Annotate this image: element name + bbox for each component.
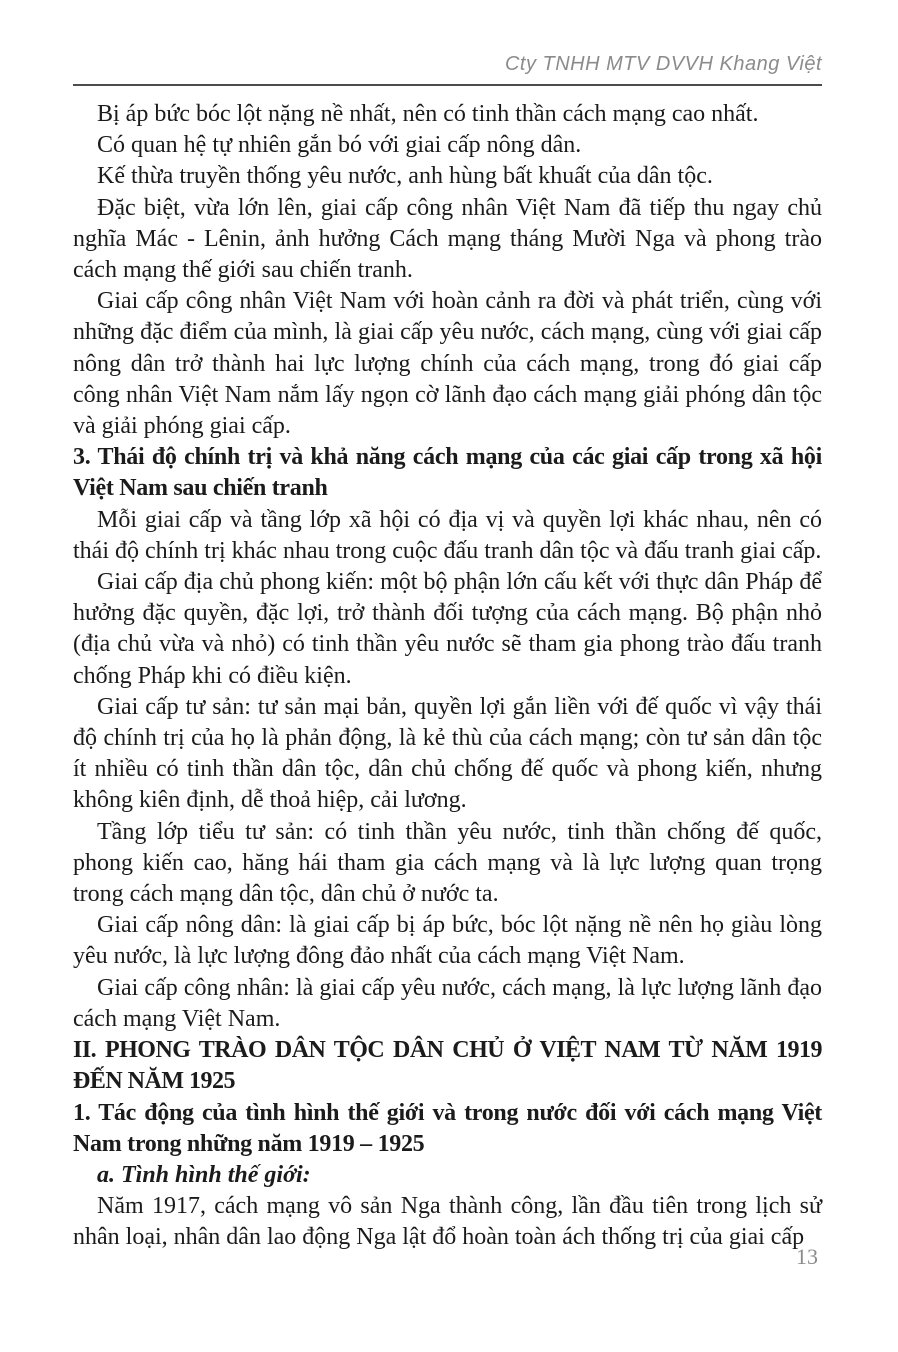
paragraph: Đặc biệt, vừa lớn lên, giai cấp công nhân Việt Nam đã tiếp thu ngay chủ nghĩa Mác - Lênin, ảnh hưởng Cách mạng tháng Mười Nga và phong trào cách mạng thế giới sau chiến tranh. [73, 194, 822, 284]
paragraph: Năm 1917, cách mạng vô sản Nga thành công, lần đầu tiên trong lịch sử nhân loại, nhân dân lao động Nga lật đổ hoàn toàn ách thống trị của giai cấp [73, 1193, 822, 1251]
header-divider-line [73, 84, 822, 86]
subsection-heading-a: a. Tình hình thế giới: [97, 1161, 311, 1188]
section-heading-II: II. PHONG TRÀO DÂN TỘC DÂN CHỦ Ở VIỆT NAM TỪ NĂM 1919 ĐẾN NĂM 1925 [73, 1037, 822, 1095]
paragraph: Giai cấp công nhân: là giai cấp yêu nước, cách mạng, là lực lượng lãnh đạo cách mạng Việt Nam. [73, 974, 822, 1032]
section-heading-1: 1. Tác động của tình hình thế giới và trong nước đối với cách mạng Việt Nam trong những năm 1919 – 1925 [73, 1099, 822, 1157]
paragraph: Giai cấp nông dân: là giai cấp bị áp bức, bóc lột nặng nề nên họ giàu lòng yêu nước, là lực lượng đông đảo nhất của cách mạng Việt Nam. [73, 912, 822, 970]
header-company-name: Cty TNHH MTV DVVH Khang Việt [504, 53, 822, 75]
paragraph: Tầng lớp tiểu tư sản: có tinh thần yêu nước, tinh thần chống đế quốc, phong kiến cao, hăng hái tham gia cách mạng và là lực lượng quan trọng trong cách mạng dân tộc, dân chủ ở nước ta. [73, 818, 822, 908]
section-heading-3: 3. Thái độ chính trị và khả năng cách mạng của các giai cấp trong xã hội Việt Nam sau chiến tranh [73, 444, 822, 502]
page-body-text [73, 99, 822, 1254]
paragraph: Mỗi giai cấp và tầng lớp xã hội có địa vị và quyền lợi khác nhau, nên có thái độ chính trị khác nhau trong cuộc đấu tranh dân tộc và đấu tranh giai cấp. [73, 506, 822, 564]
page-number: 13 [796, 1244, 818, 1269]
paragraph: Kế thừa truyền thống yêu nước, anh hùng bất khuất của dân tộc. [97, 163, 713, 190]
paragraph: Giai cấp địa chủ phong kiến: một bộ phận lớn cấu kết với thực dân Pháp để hưởng đặc quyền, đặc lợi, trở thành đối tượng của cách mạng. Bộ phận nhỏ (địa chủ vừa và nhỏ) có tinh thần yêu nước sẽ tham gia phong trào đấu tranh chống Pháp khi có điều kiện. [73, 569, 822, 689]
paragraph: Bị áp bức bóc lột nặng nề nhất, nên có tinh thần cách mạng cao nhất. [97, 101, 759, 127]
paragraph: Giai cấp công nhân Việt Nam với hoàn cảnh ra đời và phát triển, cùng với những đặc điểm của mình, là giai cấp yêu nước, cách mạng, cùng với giai cấp nông dân trở thành hai lực lượng chính của cách mạng, trong đó giai cấp công nhân Việt Nam nắm lấy ngọn cờ lãnh đạo cách mạng giải phóng dân tộc và giải phóng giai cấp. [73, 288, 822, 440]
paragraph: Giai cấp tư sản: tư sản mại bản, quyền lợi gắn liền với đế quốc vì vậy thái độ chính trị của họ là phản động, là kẻ thù của cách mạng; còn tư sản dân tộc ít nhiều có tinh thần dân tộc, dân chủ chống đế quốc và phong kiến, nhưng không kiên định, dễ thoả hiệp, cải lương. [73, 693, 822, 814]
paragraph: Có quan hệ tự nhiên gắn bó với giai cấp nông dân. [97, 132, 582, 159]
